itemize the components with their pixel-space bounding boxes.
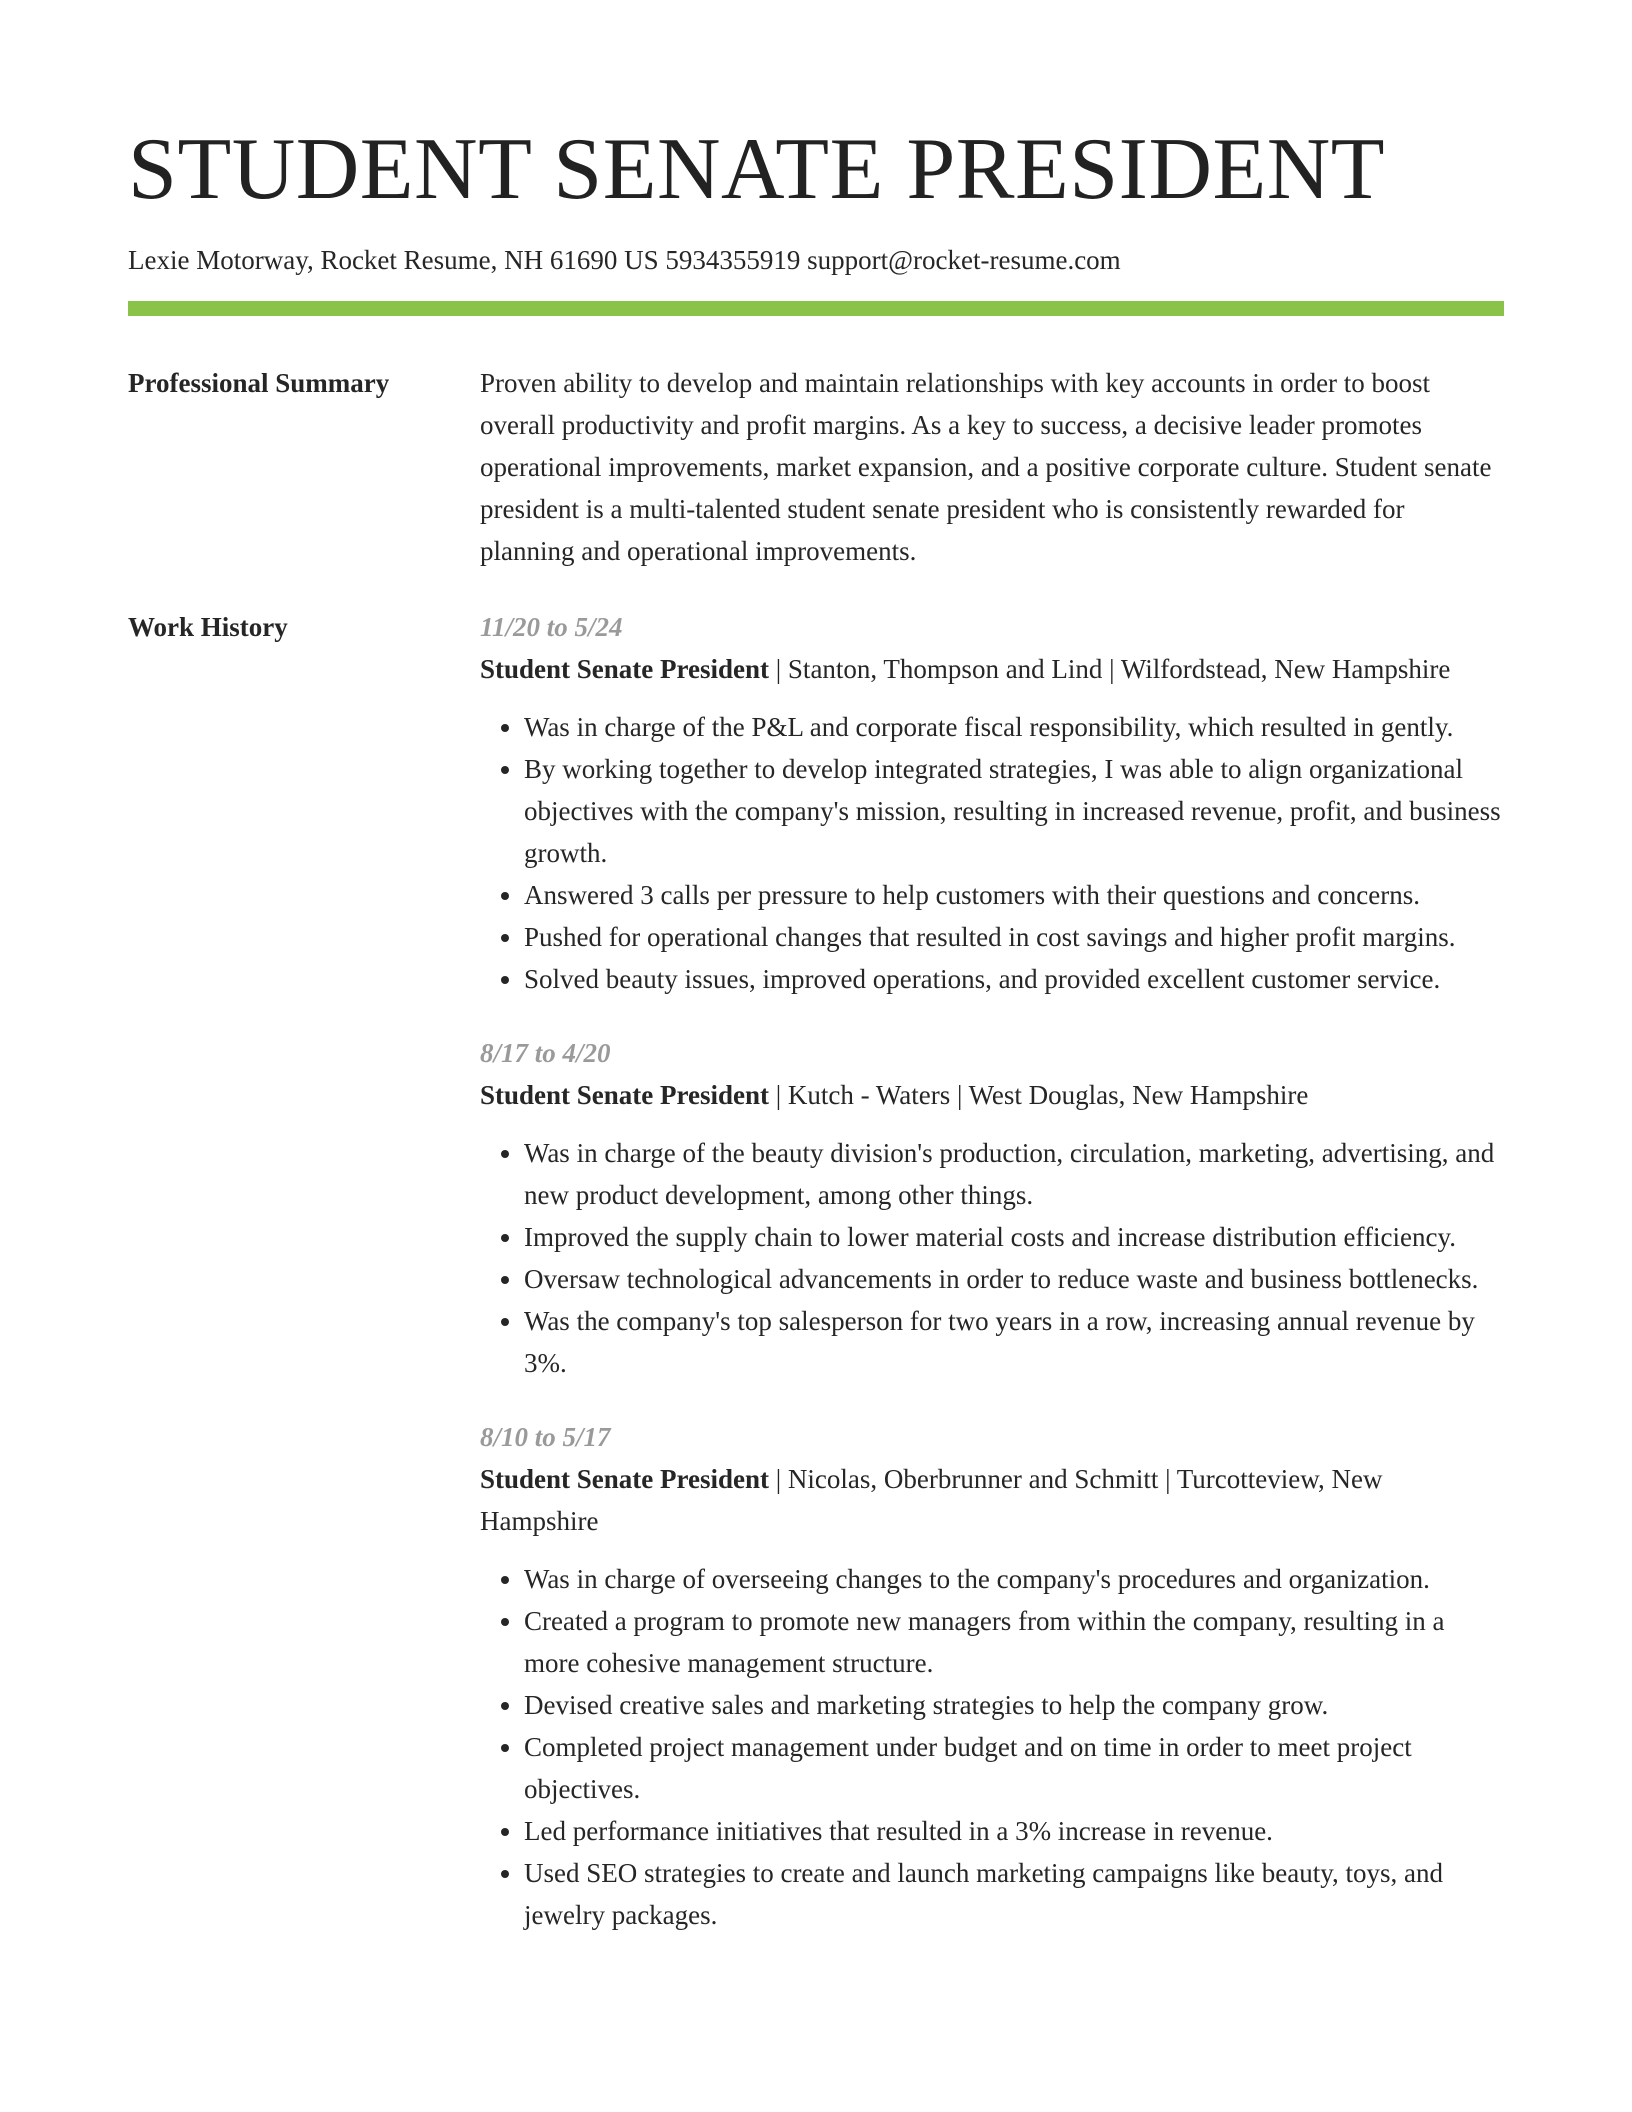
contact-info: Lexie Motorway, Rocket Resume, NH 61690 US 5934355919 support@rocket-resume.com [128,245,1121,275]
summary-text: Proven ability to develop and maintain relationships with key accounts in order to boost overall productivity and profit margins. As a key to success, a decisive leader promotes operational improvements, market expansion, and a positive corporate culture. Student senate president is a multi-talented student senate president who is consistently rewarded for planning and operational improvements. [480,368,1492,566]
job-heading [480,1074,1504,1116]
work-history-section [128,606,1504,1968]
job-title: Student Senate President [480,654,770,684]
job-entry [480,1032,1504,1384]
job-heading [480,648,1504,690]
job-entry [480,606,1504,1000]
accent-divider [128,301,1504,316]
job-entry [480,1416,1504,1936]
job-bullet: • Was in charge of the P&L and corporate fiscal responsibility, which resulted in gently. [524,706,1504,748]
professional-summary-section [128,362,1504,572]
job-bullet: • Answered 3 calls per pressure to help customers with their questions and concerns. [524,874,1504,916]
job-bullet: • Oversaw technological advancements in order to reduce waste and business bottlenecks. [524,1258,1504,1300]
job-bullet: • Devised creative sales and marketing strategies to help the company grow. [524,1684,1504,1726]
job-title: Student Senate President [480,1080,770,1110]
job-bullet: • Used SEO strategies to create and launch marketing campaigns like beauty, toys, and jewelry packages. [524,1852,1504,1936]
job-details: | Kutch - Waters | West Douglas, New Hampshire [769,1080,1309,1110]
job-bullet: • Pushed for operational changes that resulted in cost savings and higher profit margins. [524,916,1504,958]
work-history-content [480,606,1504,1968]
section-label-work: Work History [128,612,288,642]
job-bullet: • Created a program to promote new managers from within the company, resulting in a more cohesive management structure. [524,1600,1504,1684]
job-dates: 11/20 to 5/24 [480,612,623,642]
resume-page [128,0,1504,1968]
job-bullets [480,1132,1504,1384]
job-bullets [480,1558,1504,1936]
job-bullet: • Was in charge of overseeing changes to the company's procedures and organization. [524,1558,1504,1600]
job-bullet: • Improved the supply chain to lower material costs and increase distribution efficiency. [524,1216,1504,1258]
resume-title: STUDENT SENATE PRESIDENT [128,121,1386,218]
job-bullet: • Completed project management under budget and on time in order to meet project objectives. [524,1726,1504,1810]
job-heading [480,1458,1504,1542]
job-bullets [480,706,1504,1000]
job-title: Student Senate President [480,1464,770,1494]
job-details: | Nicolas, Oberbrunner and Schmitt | Turcotteview, New Hampshire [480,1464,1383,1536]
job-bullet: • Was the company's top salesperson for two years in a row, increasing annual revenue by 3%. [524,1300,1504,1384]
job-dates: 8/10 to 5/17 [480,1422,611,1452]
job-dates: 8/17 to 4/20 [480,1038,611,1068]
job-bullet: • Led performance initiatives that resulted in a 3% increase in revenue. [524,1810,1504,1852]
summary-content [480,362,1504,572]
job-bullet: • By working together to develop integrated strategies, I was able to align organizational objectives with the company's mission, resulting in increased revenue, profit, and business growth. [524,748,1504,874]
section-label-summary: Professional Summary [128,368,390,398]
job-bullet: • Was in charge of the beauty division's production, circulation, marketing, advertising, and new product development, among other things. [524,1132,1504,1216]
job-bullet: • Solved beauty issues, improved operations, and provided excellent customer service. [524,958,1504,1000]
job-details: | Stanton, Thompson and Lind | Wilfordstead, New Hampshire [769,654,1451,684]
